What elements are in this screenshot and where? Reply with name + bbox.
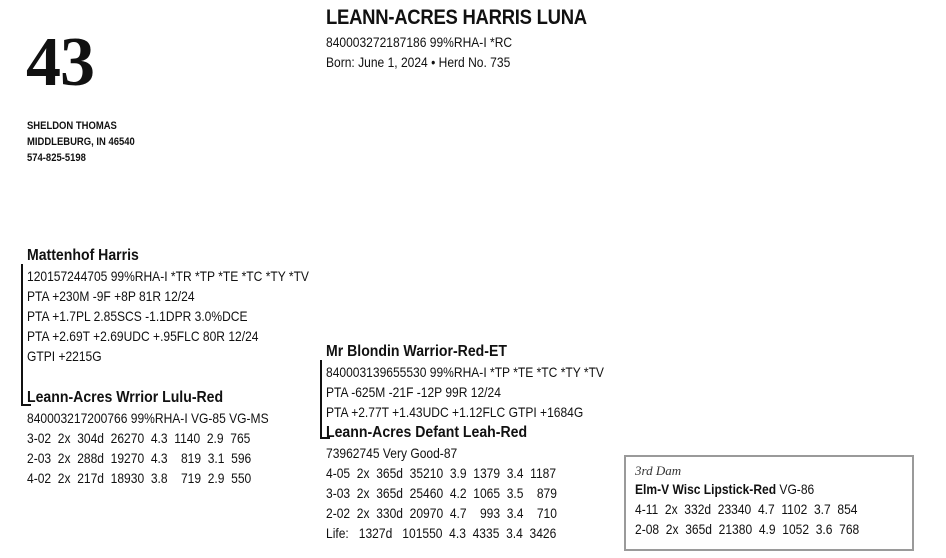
dam-record: 4-02 2x 217d 18930 3.8 719 2.9 550	[27, 470, 252, 486]
dam-record: 3-02 2x 304d 26270 4.3 1140 2.9 765	[27, 430, 251, 446]
maternal-dam-block	[326, 423, 595, 543]
third-dam-score: VG-86	[779, 481, 815, 497]
third-dam-box	[624, 455, 914, 551]
sire-line: PTA +230M -9F +8P 81R 12/24	[27, 288, 195, 304]
maternal-sire-line: PTA +2.77T +1.43UDC +1.12FLC GTPI +1684G	[326, 404, 584, 420]
sire-block	[27, 246, 355, 366]
third-dam-label: 3rd Dam	[635, 463, 682, 478]
maternal-sire-line: 840003139655530 99%RHA-I *TP *TE *TC *TY *TV	[326, 364, 604, 380]
sire-line: PTA +1.7PL 2.85SCS -1.1DPR 3.0%DCE	[27, 308, 248, 324]
dam-block	[27, 388, 308, 488]
lot-number: 43	[26, 24, 94, 101]
maternal-sire-line: PTA -625M -21F -12P 99R 12/24	[326, 384, 501, 400]
animal-header	[326, 6, 622, 72]
sire-line: 120157244705 99%RHA-I *TR *TP *TE *TC *TY *TV	[27, 268, 309, 284]
sire-name: Mattenhof Harris	[27, 247, 139, 264]
consignor-city: MIDDLEBURG, IN 46540	[27, 136, 135, 148]
maternal-sire-name: Mr Blondin Warrior-Red-ET	[326, 343, 507, 360]
third-dam-name: Elm-V Wisc Lipstick-Red	[635, 481, 777, 497]
maternal-dam-record: 3-03 2x 365d 25460 4.2 1065 3.5 879	[326, 485, 557, 501]
dam-id-line: 840003217200766 99%RHA-I VG-85 VG-MS	[27, 410, 269, 426]
maternal-sire-block	[326, 342, 649, 422]
dam-name: Leann-Acres Wrrior Lulu-Red	[27, 389, 224, 406]
sire-line: PTA +2.69T +2.69UDC +.95FLC 80R 12/24	[27, 328, 259, 344]
dam-record: 2-03 2x 288d 19270 4.3 819 3.1 596	[27, 450, 252, 466]
maternal-dam-name: Leann-Acres Defant Leah-Red	[326, 424, 528, 441]
maternal-dam-record: 4-05 2x 365d 35210 3.9 1379 3.4 1187	[326, 465, 557, 481]
third-dam-record: 2-08 2x 365d 21380 4.9 1052 3.6 768	[635, 521, 860, 537]
third-dam-title	[635, 479, 873, 499]
maternal-dam-id-line: 73962745 Very Good-87	[326, 445, 458, 461]
third-dam-record: 4-11 2x 332d 23340 4.7 1102 3.7 854	[635, 501, 858, 517]
animal-name: LEANN-ACRES HARRIS LUNA	[326, 6, 587, 29]
maternal-dam-record: 2-02 2x 330d 20970 4.7 993 3.4 710	[326, 505, 557, 521]
sire-line: GTPI +2215G	[27, 348, 102, 364]
consignor-name: SHELDON THOMAS	[27, 120, 117, 132]
consignor-phone: 574-825-5198	[27, 152, 86, 164]
animal-born-line: Born: June 1, 2024 • Herd No. 735	[326, 54, 511, 70]
animal-id-line: 840003272187186 99%RHA-I *RC	[326, 34, 513, 50]
maternal-dam-lifetime: Life: 1327d 101550 4.3 4335 3.4 3426	[326, 525, 557, 541]
consignor-block	[27, 118, 152, 166]
